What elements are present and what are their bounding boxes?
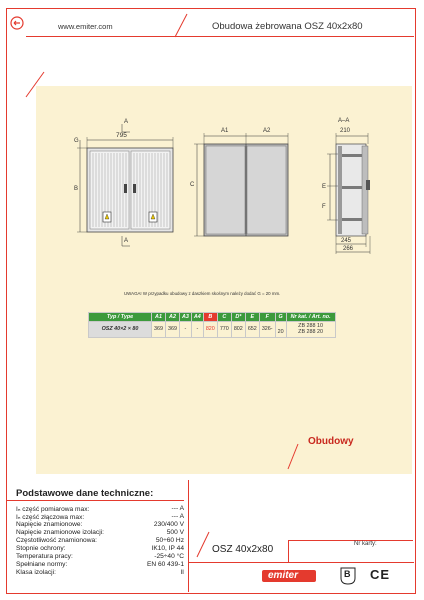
spec-item: Częstotliwość znamionowa: 50÷60 Hz (16, 537, 184, 544)
table-header-cell: A2 (166, 313, 180, 322)
front-dim-width: 795 (116, 132, 127, 139)
table-cell: - (191, 322, 203, 338)
table-header-cell: Nr kat. / Art. no. (286, 313, 335, 322)
spec-item: Temperatura pracy: -25÷40 °C (16, 553, 184, 560)
side-label-f: F (322, 204, 326, 210)
table-header-cell: D* (231, 313, 245, 322)
header-divider (26, 36, 414, 37)
table-cell: 326- (259, 322, 275, 338)
spec-item: Napięcie znamionowe izolacji: 500 V (16, 529, 184, 536)
spec-item: Iₙ część pomiarowa max: --- A (16, 505, 184, 513)
table-cell: - (180, 322, 192, 338)
table-header-cell: A1 (152, 313, 166, 322)
emiter-logo (262, 568, 316, 584)
table-header-cell: B (203, 313, 217, 322)
b-mark-text: B (344, 569, 351, 579)
side-dim-210: 210 (340, 128, 351, 134)
specs-divider (6, 500, 184, 501)
header-slash (172, 12, 192, 38)
table-cell: 369 (152, 322, 166, 338)
table-header-cell: E (245, 313, 259, 322)
table-cell: 770 (217, 322, 231, 338)
table-row (89, 322, 336, 338)
website-url[interactable]: www.emiter.com (58, 22, 113, 31)
middle-label-a1: A1 (221, 128, 229, 134)
footer-slash (194, 530, 212, 558)
middle-label-a2: A2 (263, 128, 271, 134)
nr-karty-box (288, 540, 413, 563)
spec-item: Stopnie ochrony: IK10, IP 44 (16, 545, 184, 552)
front-label-g: G (74, 138, 79, 144)
drawing-note: UWAGA! W przypadku obudowy z daszkiem skośnym należy dodać G = 20 mm. (124, 291, 281, 296)
side-label-e: E (322, 184, 327, 190)
front-view-drawing (70, 108, 190, 252)
category-label: Obudowy (308, 436, 354, 447)
front-label-a-top: A (124, 119, 129, 125)
spec-item: Klasa izolacji: II (16, 569, 184, 576)
side-title: A–A (338, 118, 350, 124)
specs-title: Podstawowe dane techniczne: (16, 488, 154, 499)
table-cell: 20 (275, 322, 286, 338)
front-label-b: B (74, 186, 79, 192)
specs-vertical-rule (188, 480, 189, 592)
table-cell: 369 (166, 322, 180, 338)
table-cell: 820 (203, 322, 217, 338)
b-mark-icon (340, 567, 356, 585)
table-cell: OSZ 40×2 × 80 (89, 322, 152, 338)
footer-divider (188, 562, 414, 563)
nr-karty-label: Nr karty: (354, 541, 377, 547)
table-cell: 802 (231, 322, 245, 338)
footer-product: OSZ 40x2x80 (212, 544, 274, 555)
side-dim-266: 266 (343, 246, 354, 252)
middle-label-c: C (190, 182, 195, 188)
table-header-cell: A3 (180, 313, 192, 322)
panel-corner-slash (22, 70, 48, 98)
front-label-a-bottom: A (124, 238, 129, 244)
inner-view-drawing (188, 126, 292, 242)
table-header-cell: C (217, 313, 231, 322)
spec-item: Spełniane normy: EN 60 439-1 (16, 561, 184, 568)
dimensions-table (88, 312, 336, 338)
spec-item: Napięcie znamionowe: 230/400 V (16, 521, 184, 528)
table-header-cell: G (275, 313, 286, 322)
ce-mark-icon: CE (370, 567, 391, 582)
brand-badge-icon (10, 16, 24, 30)
side-dim-245: 245 (341, 238, 352, 244)
table-header-cell: F (259, 313, 275, 322)
table-cell: 652 (245, 322, 259, 338)
page-title: Obudowa żebrowana OSZ 40x2x80 (212, 21, 363, 32)
panel-bottom-slash (286, 442, 300, 470)
table-header-row (89, 313, 336, 322)
spec-item: Iₙ część złączowa max: --- A (16, 513, 184, 521)
emiter-logo-text: emiter (268, 570, 299, 581)
table-cell: ZB 288 10 ZB 288 20 (286, 322, 335, 338)
table-header-cell: A4 (191, 313, 203, 322)
table-header-cell: Typ / Type (89, 313, 152, 322)
